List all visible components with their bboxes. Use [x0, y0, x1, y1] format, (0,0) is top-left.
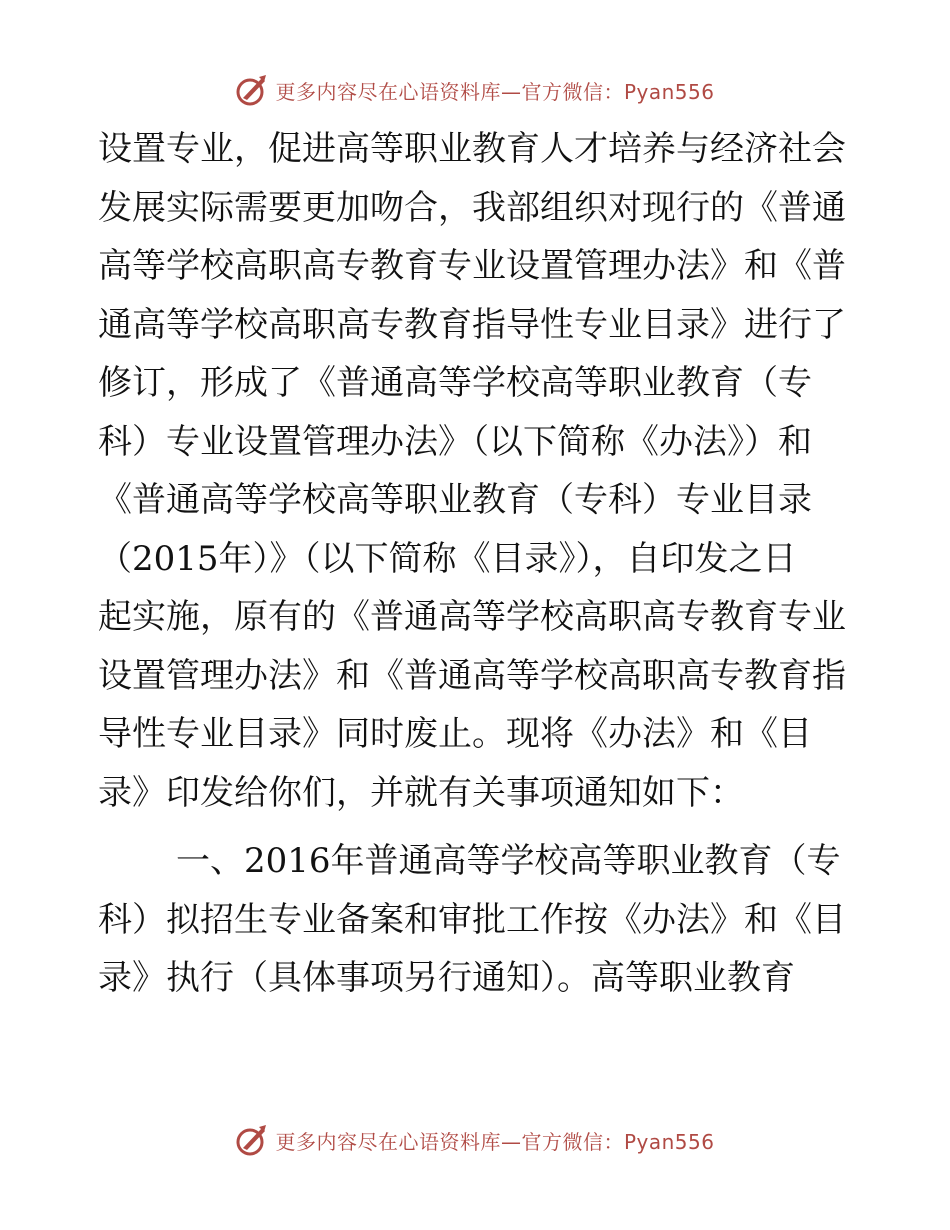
text-line: 导性专业目录》同时废止。现将《办法》和《目: [98, 714, 812, 754]
watermark-text: 更多内容尽在心语资料库—官方微信：Pyan556: [275, 79, 715, 104]
text-line: 通高等学校高职高专教育指导性专业目录》进行了: [98, 304, 846, 345]
paragraph-gap: [98, 822, 858, 832]
paragraph-1: [98, 120, 858, 822]
text-line: 科）拟招生专业备案和审批工作按《办法》和《目: [98, 899, 846, 940]
quill-logo-icon: [235, 1123, 269, 1157]
quill-logo-icon: [235, 73, 269, 107]
watermark-bottom: [0, 1120, 950, 1160]
text-line: 《普通高等学校高等职业教育（专科）专业目录: [98, 480, 812, 520]
paragraph-2: [98, 832, 858, 1008]
text-line: 发展实际需要更加吻合，我部组织对现行的《普通: [98, 187, 846, 228]
text-line: 科）专业设置管理办法》（以下简称《办法》）和: [98, 421, 812, 462]
watermark-text: 更多内容尽在心语资料库—官方微信：Pyan556: [275, 1129, 715, 1154]
watermark-top: [0, 70, 950, 110]
text-line: 设置专业，促进高等职业教育人才培养与经济社会: [98, 129, 846, 169]
text-line: 录》印发给你们，并就有关事项通知如下：: [98, 772, 744, 813]
text-line: 修订，形成了《普通高等学校高等职业教育（专: [98, 363, 812, 403]
text-line: （2015年）》（以下简称《目录》），自印发之日: [98, 538, 797, 579]
text-line: 高等学校高职高专教育专业设置管理办法》和《普: [98, 246, 846, 286]
text-line: 一、2016年普通高等学校高等职业教育（专: [176, 841, 841, 881]
text-line: 起实施，原有的《普通高等学校高职高专教育专业: [98, 597, 846, 637]
document-body: [98, 120, 858, 1008]
text-line: 录》执行（具体事项另行通知）。高等职业教育: [98, 958, 795, 998]
text-line: 设置管理办法》和《普通高等学校高职高专教育指: [98, 655, 846, 696]
